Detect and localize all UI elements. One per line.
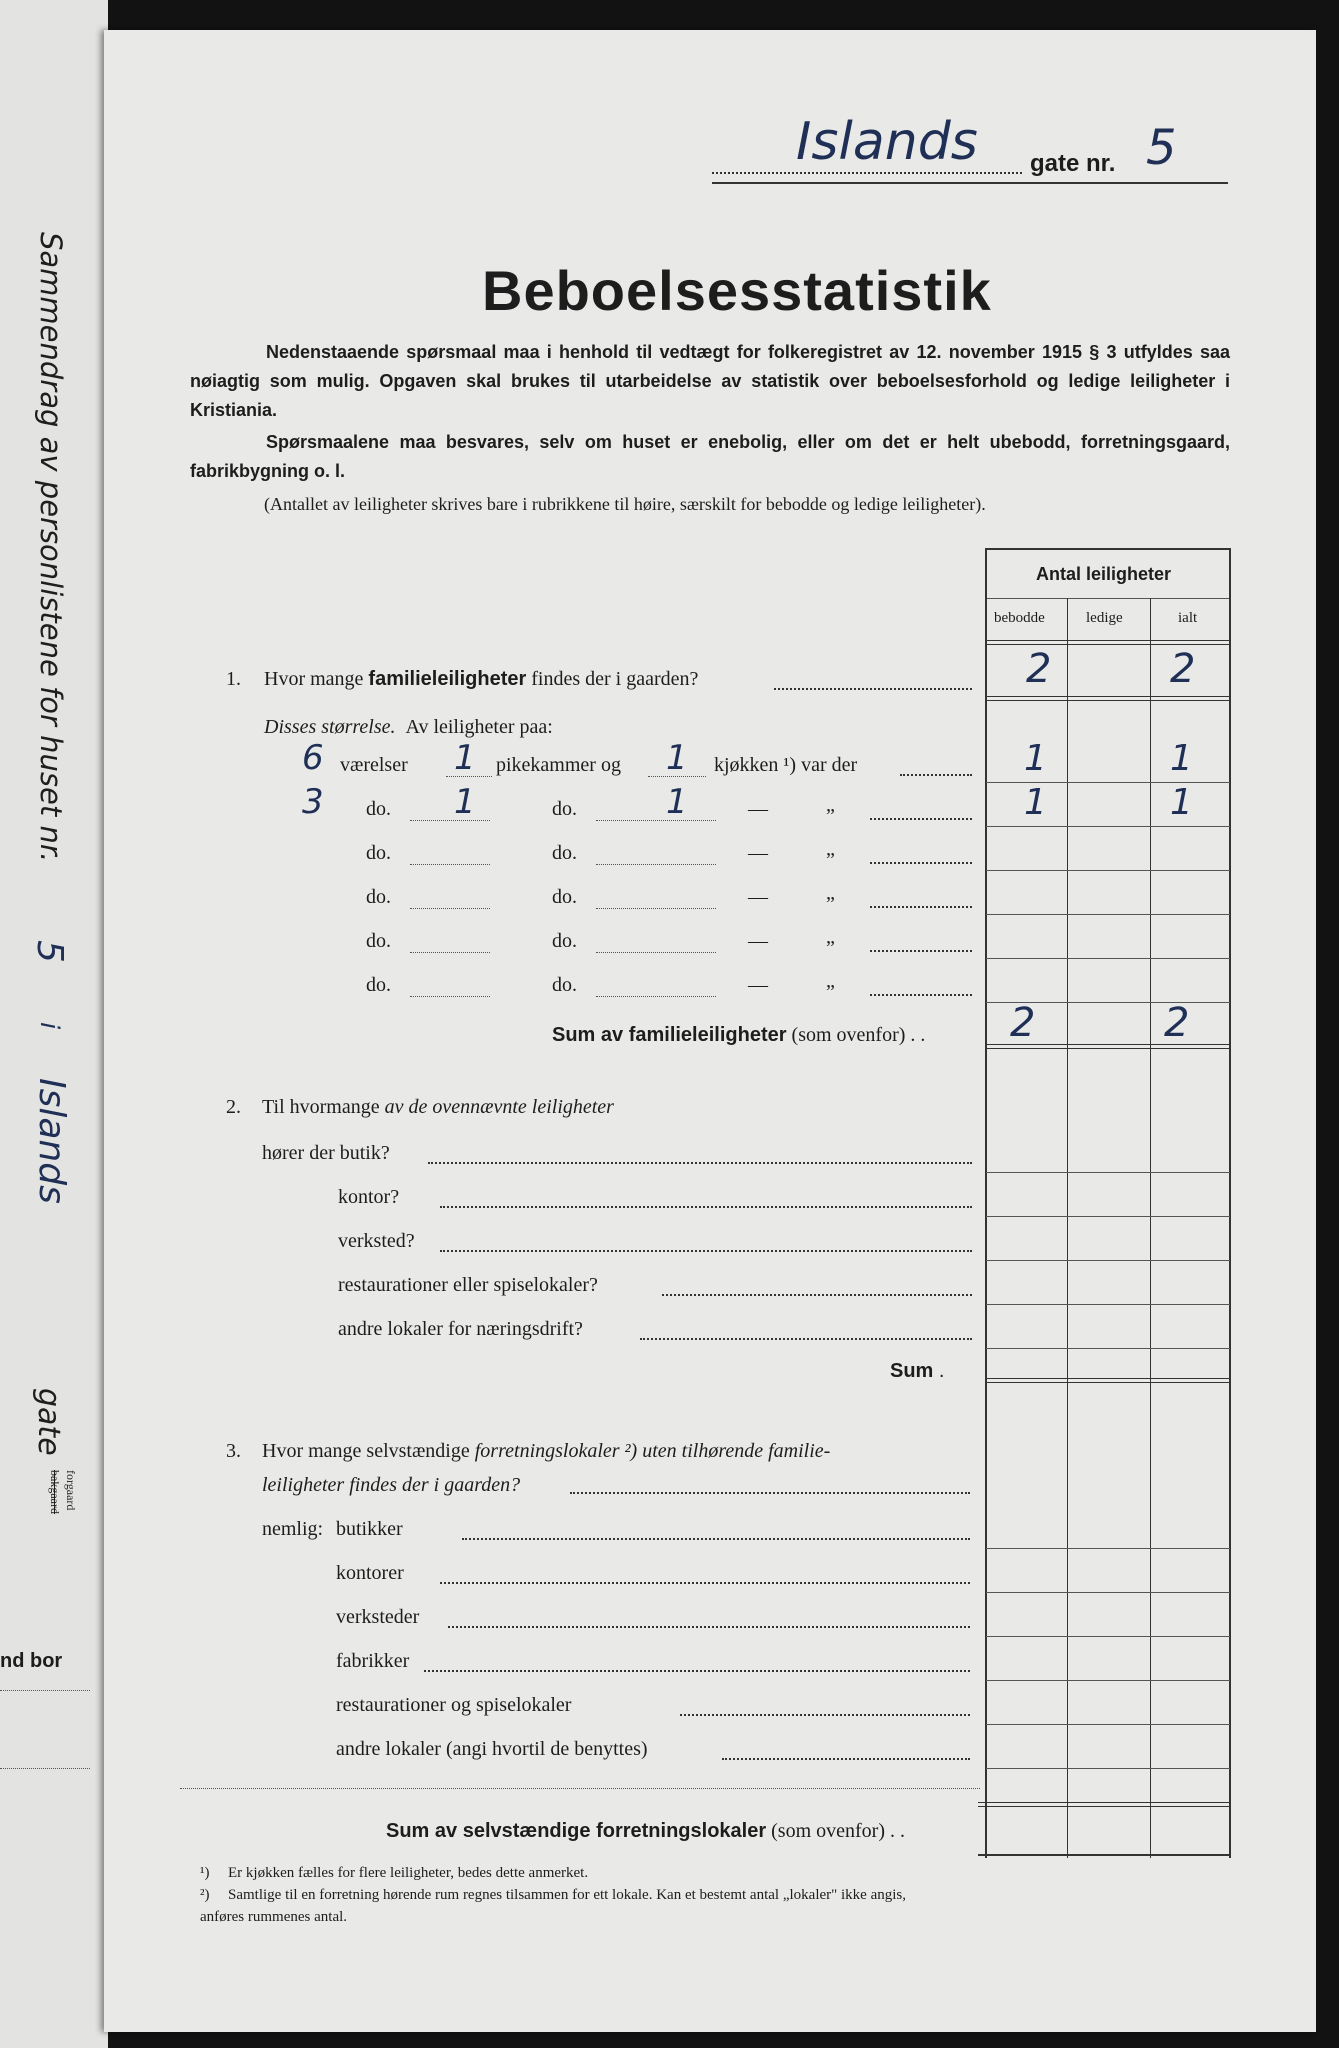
size-dash: —: [748, 842, 768, 864]
q3-sum-rule-bottom: [978, 1854, 1230, 1856]
q1-number: 1.: [226, 668, 241, 690]
q2-question: [262, 1096, 614, 1119]
size-dash: —: [748, 974, 768, 996]
intro-paragraph-1: Nedenstaaende spørsmaal maa i henhold til vedtægt for folkeregistret av 12. november 1915 § 3 utfyldes saa nøiagtig som mulig. Opgaven skal brukes til utarbeidelse av statistik over beboelsesforhold og ledige leiligheter i Kristiania.: [190, 342, 1230, 420]
size-quote: „: [826, 926, 835, 948]
q3-item-rule: [986, 1636, 1230, 1637]
size-kjok-line: [596, 864, 716, 865]
size-pike-label: do.: [552, 798, 577, 820]
q3-question: [262, 1440, 830, 1463]
q3-item-rule: [986, 1680, 1230, 1681]
q1-sum-bebodde: 2: [1010, 1000, 1036, 1046]
table-vline-right: [1229, 548, 1231, 1858]
size-ialt: 1: [1170, 782, 1193, 823]
footnote-2-mark: ²): [200, 1887, 210, 1903]
footnote-2: [200, 1884, 920, 1928]
size-pike-label: do.: [552, 930, 577, 952]
q3-item-leader: [462, 1538, 970, 1540]
size-leader: [900, 774, 972, 776]
table-vline-left: [985, 548, 987, 1858]
size-row-rule: [986, 870, 1230, 871]
q1-leader: [774, 688, 972, 690]
q1-text-c: findes der i gaarden?: [531, 668, 699, 690]
size-dash: —: [748, 798, 768, 820]
table-title: Antal leiligheter: [1036, 564, 1172, 584]
size-pike-line: [410, 908, 490, 909]
left-vertical-number: 5: [29, 940, 70, 963]
size-rooms: 6: [302, 738, 324, 778]
q1-sum-rule: [986, 1044, 1230, 1049]
q3-item-rule: [986, 1548, 1230, 1549]
q2-item-rule: [986, 1348, 1230, 1349]
street-name-handwritten: Islands: [796, 112, 978, 172]
street-number-handwritten: 5: [1146, 120, 1177, 176]
size-quote: „: [826, 970, 835, 992]
q2-item-label: andre lokaler for næringsdrift?: [338, 1318, 583, 1340]
table-vline-2: [1150, 598, 1151, 1858]
q3-sum-row: [386, 1820, 905, 1843]
size-pike-label: do.: [552, 886, 577, 908]
size-rooms-label: værelser: [340, 754, 408, 776]
q2-item-leader: [440, 1250, 972, 1252]
q1-sum-suffix: (som ovenfor): [791, 1024, 906, 1046]
q3-text-a: Hvor mange selvstændige: [262, 1440, 470, 1462]
q2-item-leader: [662, 1294, 972, 1296]
size-row-rule: [986, 826, 1230, 827]
size-rooms: 3: [302, 782, 324, 822]
q3-item-label: kontorer: [336, 1562, 404, 1584]
q3-item-leader: [448, 1626, 970, 1628]
q2-sum-dot: .: [933, 1360, 945, 1382]
size-row-rule: [986, 782, 1230, 783]
size-ialt: 1: [1170, 738, 1193, 779]
q1-text-a: Hvor mange: [264, 668, 364, 690]
q3-item-label: andre lokaler (angi hvortil de benyttes): [336, 1738, 648, 1760]
q3-separator: [180, 1788, 980, 1789]
size-rooms-label: do.: [366, 798, 391, 820]
size-leader: [870, 950, 972, 952]
left-vertical-gate: gate: [31, 1388, 66, 1456]
q3-sum-dots: . .: [889, 1820, 905, 1842]
footnote-2-text: Samtlige til en forretning hørende rum regnes tilsammen for ett lokale. Kan et bestemt antal „lokaler" ikke angis, anføres rummenes antal.: [200, 1887, 906, 1925]
size-quote: „: [826, 838, 835, 860]
intro-paragraph-2: Spørsmaalene maa besvares, selv om huset er enebolig, eller om det er helt ubebodd, forretningsgaard, fabrikbygning o. l.: [190, 432, 1230, 481]
q3-item-label: fabrikker: [336, 1650, 410, 1672]
street-label: gate nr.: [1030, 150, 1116, 177]
size-pike-line: [410, 820, 490, 821]
size-bebodde: 1: [1024, 738, 1047, 779]
q3-item-label: verksteder: [336, 1606, 420, 1628]
q3-item-rule: [986, 1724, 1230, 1725]
col-ledige: ledige: [1086, 610, 1123, 626]
q2-text-a: Til hvormange: [262, 1096, 380, 1118]
size-quote: „: [826, 794, 835, 816]
q1-sum-label: Sum av familieleiligheter: [552, 1024, 787, 1046]
q3-text-c: leiligheter findes der i gaarden?: [262, 1474, 521, 1496]
size-row-rule: [986, 914, 1230, 915]
size-leader: [870, 818, 972, 820]
q1-question: [264, 668, 698, 691]
size-kjok-label: kjøkken ¹) var der: [714, 754, 858, 776]
q2-item-label: hører der butik?: [262, 1142, 390, 1164]
left-page: [0, 0, 108, 2048]
q2-sum-label: [890, 1360, 944, 1383]
q3-item-rule: [986, 1768, 1230, 1769]
q1-rule: [986, 696, 1230, 701]
size-rooms-label: do.: [366, 974, 391, 996]
q3-question-2: [262, 1474, 520, 1497]
q1-text-b: familieleiligheter: [368, 668, 527, 690]
q3-item-label: butikker: [336, 1518, 403, 1540]
q2-item-rule: [986, 1304, 1230, 1305]
q1-bebodde: 2: [1026, 646, 1052, 692]
q3-item-leader: [722, 1758, 970, 1760]
q3-item-leader: [680, 1714, 970, 1716]
q1-sum-row: [552, 1024, 925, 1047]
q3-item-leader: [440, 1582, 970, 1584]
q2-item-label: restaurationer eller spiselokaler?: [338, 1274, 598, 1296]
size-leader: [870, 906, 972, 908]
sizes-label: Disses størrelse.: [264, 716, 396, 738]
q2-item-leader: [440, 1206, 972, 1208]
left-rule-2: [0, 1768, 90, 1769]
q2-item-label: kontor?: [338, 1186, 400, 1208]
q1-sum-ialt: 2: [1164, 1000, 1190, 1046]
size-quote: „: [826, 882, 835, 904]
q3-sum-rule-top: [978, 1802, 1230, 1807]
size-kjok: 1: [666, 782, 688, 822]
q2-item-label: verksted?: [338, 1230, 415, 1252]
size-pike-line: [410, 952, 490, 953]
q3-item-rule: [986, 1592, 1230, 1593]
size-pike-line: [410, 864, 490, 865]
q2-sum-rule: [986, 1378, 1230, 1383]
left-bottom-text: nd bor: [0, 1650, 63, 1672]
q3-item-label: restaurationer og spiselokaler: [336, 1694, 572, 1716]
size-rooms-label: do.: [366, 930, 391, 952]
size-rooms-label: do.: [366, 842, 391, 864]
intro-paragraph-3: (Antallet av leiligheter skrives bare i rubrikkene til høire, særskilt for bebodde og ledige leiligheter).: [264, 494, 986, 514]
street-dotted-line: [712, 172, 1022, 174]
left-vertical-text: Sammendrag av personlistene for huset nr.: [34, 232, 68, 863]
q2-item-rule: [986, 1172, 1230, 1173]
q1-sizes-label: [264, 716, 553, 739]
size-pike: 1: [454, 782, 476, 822]
footnote-1-text: Er kjøkken fælles for flere leiligheter, bedes dette anmerket.: [228, 1865, 589, 1881]
q2-sum-text: Sum: [890, 1360, 934, 1382]
q3-item-leader: [424, 1670, 970, 1672]
q2-item-leader: [640, 1338, 972, 1340]
size-bebodde: 1: [1024, 782, 1047, 823]
col-ialt: ialt: [1178, 610, 1198, 626]
size-pike-label: do.: [552, 842, 577, 864]
size-row-rule: [986, 958, 1230, 959]
left-bakgaard: bakgaard: [48, 1470, 62, 1514]
table-title-rule: [986, 598, 1230, 599]
size-dash: —: [748, 930, 768, 952]
col-bebodde: bebodde: [994, 610, 1045, 626]
q3-nemlig: nemlig:: [262, 1518, 324, 1540]
size-kjok-line: [596, 820, 716, 821]
size-rooms-label: do.: [366, 886, 391, 908]
size-kjok: 1: [666, 738, 688, 778]
size-dash: —: [748, 886, 768, 908]
q3-leader: [570, 1492, 970, 1494]
left-vertical-i: i: [34, 1022, 64, 1030]
size-pike: 1: [454, 738, 476, 778]
size-kjok-line: [596, 952, 716, 953]
sizes-sub: Av leiligheter paa:: [405, 716, 553, 738]
footnote-1: [200, 1862, 900, 1884]
q2-text-b: av de ovennævnte leiligheter: [384, 1096, 614, 1118]
header-rule: [712, 182, 1228, 184]
q2-item-rule: [986, 1260, 1230, 1261]
size-kjok-line: [596, 908, 716, 909]
size-pike-line: [410, 996, 490, 997]
size-leader: [870, 862, 972, 864]
table-header-rule: [986, 640, 1230, 645]
q3-sum-label: Sum av selvstændige forretningslokaler: [386, 1820, 767, 1842]
q1-sum-dots: . .: [910, 1024, 926, 1046]
q1-ialt: 2: [1170, 646, 1196, 692]
q3-text-b: forretningslokaler ²) uten tilhørende familie-: [474, 1440, 831, 1462]
size-pike-label: pikekammer og: [496, 754, 621, 776]
q2-item-rule: [986, 1216, 1230, 1217]
q2-item-leader: [428, 1162, 972, 1164]
left-vertical-street: Islands: [31, 1078, 72, 1204]
left-forgaard: forgaard: [64, 1470, 78, 1511]
footnote-1-mark: ¹): [200, 1865, 210, 1881]
size-pike-label: do.: [552, 974, 577, 996]
table-vline-1: [1067, 598, 1068, 1858]
size-kjok-line: [596, 996, 716, 997]
q3-sum-suffix: (som ovenfor): [771, 1820, 885, 1842]
size-leader: [870, 994, 972, 996]
q3-number: 3.: [226, 1440, 241, 1462]
left-rule-1: [0, 1690, 90, 1691]
table-top-rule: [986, 548, 1230, 550]
form-title: Beboelsesstatistik: [482, 259, 992, 322]
q2-number: 2.: [226, 1096, 241, 1118]
